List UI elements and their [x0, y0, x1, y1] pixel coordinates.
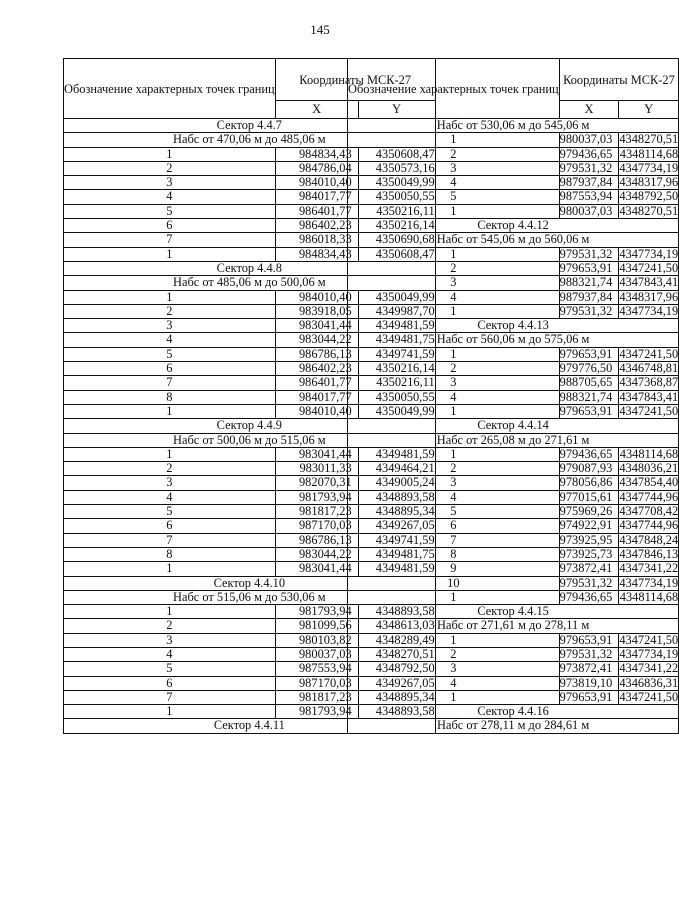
sector-range: Набс от 485,06 м до 500,06 м	[64, 276, 436, 290]
sector-range-row	[348, 333, 679, 347]
y-value: 4347341,22	[619, 661, 679, 676]
x-value: 979531,32	[559, 247, 619, 261]
y-value: 4347734,19	[619, 160, 679, 175]
x-value: 987170,03	[275, 519, 358, 533]
point-number: 5	[64, 347, 276, 361]
point-number: 2	[348, 261, 560, 275]
table-row	[348, 676, 679, 690]
sector-range: Набс от 470,06 м до 485,06 м	[64, 133, 436, 147]
header-x: X	[559, 101, 619, 119]
x-value: 979531,32	[559, 161, 619, 175]
x-value: 987553,94	[275, 662, 358, 676]
header-x: X	[275, 101, 358, 119]
x-value: 979653,91	[559, 404, 619, 418]
point-number: 2	[64, 619, 276, 633]
table-row	[348, 176, 679, 190]
y-value: 4348289,49	[358, 633, 435, 647]
y-value: 4347241,50	[619, 346, 679, 361]
x-value: 983011,33	[275, 462, 358, 476]
table-row	[348, 576, 679, 590]
y-value: 4347843,41	[619, 275, 679, 290]
x-value: 983918,05	[275, 304, 358, 318]
x-value: 984017,77	[275, 190, 358, 204]
sector-title-row	[348, 605, 679, 619]
sector-range-row	[348, 719, 679, 733]
y-value: 4348114,68	[619, 146, 679, 161]
x-value: 987170,03	[275, 676, 358, 690]
table-row	[348, 276, 679, 290]
y-value: 4349267,05	[358, 676, 435, 690]
header-y: Y	[619, 101, 679, 119]
sector-title: Сектор 4.4.10	[64, 576, 436, 590]
table-row	[348, 290, 679, 304]
y-value: 4347368,87	[619, 375, 679, 390]
x-value: 986786,13	[275, 347, 358, 361]
point-number: 6	[64, 676, 276, 690]
y-value: 4348270,51	[358, 647, 435, 661]
x-value: 973819,10	[559, 676, 619, 690]
y-value: 4348893,58	[358, 605, 435, 619]
sector-title: Сектор 4.4.15	[348, 605, 679, 619]
x-value: 986401,77	[275, 204, 358, 218]
x-value: 980103,82	[275, 633, 358, 647]
x-value: 977015,61	[559, 490, 619, 504]
page-number: 145	[310, 22, 330, 37]
point-number: 3	[64, 319, 276, 333]
point-number: 1	[348, 633, 560, 647]
point-number: 1	[348, 404, 560, 418]
y-value: 4347846,13	[619, 546, 679, 561]
y-value: 4349481,59	[358, 562, 435, 576]
x-value: 973872,41	[559, 662, 619, 676]
x-value: 983044,22	[275, 333, 358, 347]
table-row	[348, 662, 679, 676]
point-number: 1	[348, 247, 560, 261]
y-value: 4349481,75	[358, 333, 435, 347]
y-value: 4348317,96	[619, 175, 679, 190]
point-number: 5	[348, 190, 560, 204]
x-value: 979653,91	[559, 633, 619, 647]
x-value: 981817,23	[275, 505, 358, 519]
x-value: 981793,94	[275, 705, 358, 719]
x-value: 974922,91	[559, 519, 619, 533]
sector-range-row	[348, 119, 679, 133]
point-number: 5	[64, 204, 276, 218]
point-number: 1	[64, 147, 276, 161]
table-row	[348, 376, 679, 390]
y-value: 4349741,59	[358, 533, 435, 547]
y-value: 4347848,24	[619, 532, 679, 547]
x-value: 988705,65	[559, 376, 619, 390]
sector-title-row	[348, 219, 679, 233]
x-value: 980037,03	[275, 647, 358, 661]
sector-range-row	[348, 433, 679, 447]
header-coordinates: Координаты МСК-27	[275, 59, 435, 101]
table-row	[348, 647, 679, 661]
table-row	[348, 190, 679, 204]
x-value: 987553,94	[559, 190, 619, 204]
table-row	[348, 247, 679, 261]
point-number: 3	[348, 662, 560, 676]
table-row	[348, 519, 679, 533]
point-number: 2	[348, 362, 560, 376]
point-number: 2	[64, 462, 276, 476]
y-value: 4347843,41	[619, 389, 679, 404]
point-number: 4	[348, 676, 560, 690]
x-value: 987937,84	[559, 176, 619, 190]
point-number: 4	[348, 490, 560, 504]
sector-range-row	[348, 619, 679, 633]
x-value: 979531,32	[559, 647, 619, 661]
point-number: 5	[64, 662, 276, 676]
x-value: 984834,43	[275, 247, 358, 261]
y-value: 4348893,58	[358, 705, 435, 719]
y-value: 4347241,50	[619, 632, 679, 647]
x-value: 979436,65	[559, 447, 619, 461]
point-number: 3	[64, 476, 276, 490]
y-value: 4347854,40	[619, 475, 679, 490]
y-value: 4348893,58	[358, 490, 435, 504]
y-value: 4348114,68	[619, 446, 679, 461]
point-number: 4	[348, 176, 560, 190]
y-value: 4348792,50	[619, 189, 679, 204]
x-value: 981793,94	[275, 490, 358, 504]
point-number: 2	[64, 161, 276, 175]
sector-range: Набс от 278,11 м до 284,61 м	[348, 719, 679, 733]
point-number: 1	[64, 247, 276, 261]
x-value: 979653,91	[559, 690, 619, 704]
y-value: 4348317,96	[619, 289, 679, 304]
x-value: 973925,73	[559, 547, 619, 561]
table-row	[348, 476, 679, 490]
x-value: 973925,95	[559, 533, 619, 547]
table-row	[348, 261, 679, 275]
x-value: 983044,22	[275, 547, 358, 561]
x-value: 982070,31	[275, 476, 358, 490]
x-value: 984017,77	[275, 390, 358, 404]
y-value: 4348895,34	[358, 690, 435, 704]
point-number: 1	[348, 133, 560, 147]
sector-range: Набс от 265,08 м до 271,61 м	[348, 433, 679, 447]
point-number: 1	[348, 347, 560, 361]
y-value: 4348895,34	[358, 505, 435, 519]
y-value: 4347241,50	[619, 403, 679, 418]
y-value: 4346836,31	[619, 675, 679, 690]
y-value: 4347734,19	[619, 575, 679, 590]
sector-title: Сектор 4.4.16	[348, 705, 679, 719]
point-number: 7	[348, 533, 560, 547]
y-value: 4346748,81	[619, 361, 679, 376]
table-row	[348, 490, 679, 504]
table-row	[348, 390, 679, 404]
table-row	[348, 347, 679, 361]
table-row	[348, 147, 679, 161]
coordinates-table-right	[347, 58, 679, 734]
y-value: 4350608,47	[358, 147, 435, 161]
point-number: 1	[348, 590, 560, 604]
point-number: 5	[64, 505, 276, 519]
x-value: 973872,41	[559, 562, 619, 576]
table-row	[348, 204, 679, 218]
y-value: 4350216,14	[358, 362, 435, 376]
point-number: 1	[64, 562, 276, 576]
point-number: 3	[348, 161, 560, 175]
y-value: 4349987,70	[358, 304, 435, 318]
point-number: 2	[348, 147, 560, 161]
point-number: 1	[64, 705, 276, 719]
x-value: 986401,77	[275, 376, 358, 390]
x-value: 979436,65	[559, 590, 619, 604]
table-row	[348, 590, 679, 604]
x-value: 979653,91	[559, 261, 619, 275]
point-number: 1	[348, 304, 560, 318]
table-row	[348, 547, 679, 561]
sector-range-row	[348, 233, 679, 247]
y-value: 4350049,99	[358, 176, 435, 190]
point-number: 1	[64, 290, 276, 304]
point-number: 7	[64, 533, 276, 547]
y-value: 4349741,59	[358, 347, 435, 361]
header-point-name: Обозначение характерных точек границ	[348, 59, 560, 119]
sector-range: Набс от 545,06 м до 560,06 м	[348, 233, 679, 247]
table-body-right	[348, 119, 679, 734]
sector-title-row	[348, 705, 679, 719]
y-value: 4350050,55	[358, 390, 435, 404]
y-value: 4348270,51	[619, 203, 679, 218]
sector-title: Сектор 4.4.12	[348, 219, 679, 233]
y-value: 4349267,05	[358, 519, 435, 533]
y-value: 4349481,59	[358, 447, 435, 461]
sector-range: Набс от 560,06 м до 575,06 м	[348, 333, 679, 347]
y-value: 4347241,50	[619, 689, 679, 704]
x-value: 981099,56	[275, 619, 358, 633]
x-value: 979087,93	[559, 462, 619, 476]
x-value: 986402,23	[275, 362, 358, 376]
sector-title: Сектор 4.4.7	[64, 119, 436, 133]
y-value: 4350216,11	[358, 376, 435, 390]
x-value: 981817,23	[275, 690, 358, 704]
y-value: 4350216,11	[358, 204, 435, 218]
table-row	[348, 633, 679, 647]
point-number: 2	[348, 462, 560, 476]
point-number: 2	[348, 647, 560, 661]
table-row	[348, 690, 679, 704]
y-value: 4350573,16	[358, 161, 435, 175]
y-value: 4348114,68	[619, 589, 679, 604]
y-value: 4347744,96	[619, 518, 679, 533]
y-value: 4349464,21	[358, 462, 435, 476]
point-number: 1	[64, 404, 276, 418]
point-number: 8	[348, 547, 560, 561]
y-value: 4347708,42	[619, 504, 679, 519]
y-value: 4348036,21	[619, 461, 679, 476]
point-number: 2	[64, 304, 276, 318]
x-value: 986786,13	[275, 533, 358, 547]
y-value: 4350050,55	[358, 190, 435, 204]
y-value: 4347734,19	[619, 246, 679, 261]
x-value: 978056,86	[559, 476, 619, 490]
x-value: 988321,74	[559, 276, 619, 290]
header-coordinates: Координаты МСК-27	[559, 59, 679, 101]
point-number: 4	[64, 190, 276, 204]
table-row	[348, 462, 679, 476]
table-row	[348, 404, 679, 418]
x-value: 979531,32	[559, 576, 619, 590]
point-number: 4	[348, 290, 560, 304]
y-value: 4350049,99	[358, 404, 435, 418]
table-row	[348, 505, 679, 519]
point-number: 3	[64, 176, 276, 190]
y-value: 4347241,50	[619, 260, 679, 275]
point-number: 9	[348, 562, 560, 576]
x-value: 987937,84	[559, 290, 619, 304]
point-number: 1	[64, 447, 276, 461]
point-number: 3	[64, 633, 276, 647]
sector-range: Набс от 271,61 м до 278,11 м	[348, 619, 679, 633]
x-value: 984010,40	[275, 404, 358, 418]
point-number: 5	[348, 505, 560, 519]
point-number: 1	[64, 605, 276, 619]
y-value: 4350049,99	[358, 290, 435, 304]
point-number: 6	[64, 219, 276, 233]
y-value: 4349481,75	[358, 547, 435, 561]
x-value: 986402,23	[275, 219, 358, 233]
y-value: 4347744,96	[619, 489, 679, 504]
x-value: 983041,44	[275, 562, 358, 576]
sector-range: Набс от 500,06 м до 515,06 м	[64, 433, 436, 447]
y-value: 4348792,50	[358, 662, 435, 676]
sector-range: Набс от 530,06 м до 545,06 м	[348, 119, 679, 133]
header-y: Y	[358, 101, 435, 119]
point-number: 4	[64, 490, 276, 504]
sector-title: Сектор 4.4.8	[64, 261, 436, 275]
table-row	[348, 362, 679, 376]
x-value: 979653,91	[559, 347, 619, 361]
table-row	[348, 447, 679, 461]
point-number: 8	[64, 547, 276, 561]
sector-title: Сектор 4.4.14	[348, 419, 679, 433]
x-value: 988321,74	[559, 390, 619, 404]
point-number: 1	[348, 204, 560, 218]
x-value: 981793,94	[275, 605, 358, 619]
header-point-name: Обозначение характерных точек границ	[64, 59, 276, 119]
sector-title: Сектор 4.4.11	[64, 719, 436, 733]
point-number: 7	[64, 376, 276, 390]
y-value: 4349005,24	[358, 476, 435, 490]
y-value: 4348613,03	[358, 619, 435, 633]
point-number: 10	[348, 576, 560, 590]
sector-title-row	[348, 319, 679, 333]
y-value: 4347734,19	[619, 303, 679, 318]
point-number: 7	[64, 233, 276, 247]
y-value: 4348270,51	[619, 132, 679, 147]
x-value: 983041,44	[275, 319, 358, 333]
point-number: 3	[348, 376, 560, 390]
table-row	[348, 161, 679, 175]
table-row	[348, 133, 679, 147]
x-value: 979776,50	[559, 362, 619, 376]
table-row	[348, 562, 679, 576]
x-value: 984786,04	[275, 161, 358, 175]
sector-title: Сектор 4.4.9	[64, 419, 436, 433]
x-value: 984834,43	[275, 147, 358, 161]
x-value: 980037,03	[559, 204, 619, 218]
y-value: 4350608,47	[358, 247, 435, 261]
point-number: 1	[348, 690, 560, 704]
point-number: 6	[64, 362, 276, 376]
y-value: 4347341,22	[619, 561, 679, 576]
table-row	[348, 533, 679, 547]
point-number: 3	[348, 476, 560, 490]
x-value: 983041,44	[275, 447, 358, 461]
table-row	[348, 304, 679, 318]
point-number: 4	[64, 333, 276, 347]
x-value: 986018,33	[275, 233, 358, 247]
x-value: 984010,40	[275, 290, 358, 304]
y-value: 4347734,19	[619, 646, 679, 661]
sector-range: Набс от 515,06 м до 530,06 м	[64, 590, 436, 604]
point-number: 6	[64, 519, 276, 533]
x-value: 979436,65	[559, 147, 619, 161]
point-number: 1	[348, 447, 560, 461]
sector-title-row	[348, 419, 679, 433]
y-value: 4350690,68	[358, 233, 435, 247]
sector-title: Сектор 4.4.13	[348, 319, 679, 333]
x-value: 984010,40	[275, 176, 358, 190]
point-number: 7	[64, 690, 276, 704]
x-value: 980037,03	[559, 133, 619, 147]
point-number: 6	[348, 519, 560, 533]
point-number: 4	[348, 390, 560, 404]
x-value: 979531,32	[559, 304, 619, 318]
y-value: 4350216,14	[358, 219, 435, 233]
y-value: 4349481,59	[358, 319, 435, 333]
point-number: 8	[64, 390, 276, 404]
point-number: 3	[348, 276, 560, 290]
point-number: 4	[64, 647, 276, 661]
x-value: 975969,26	[559, 505, 619, 519]
